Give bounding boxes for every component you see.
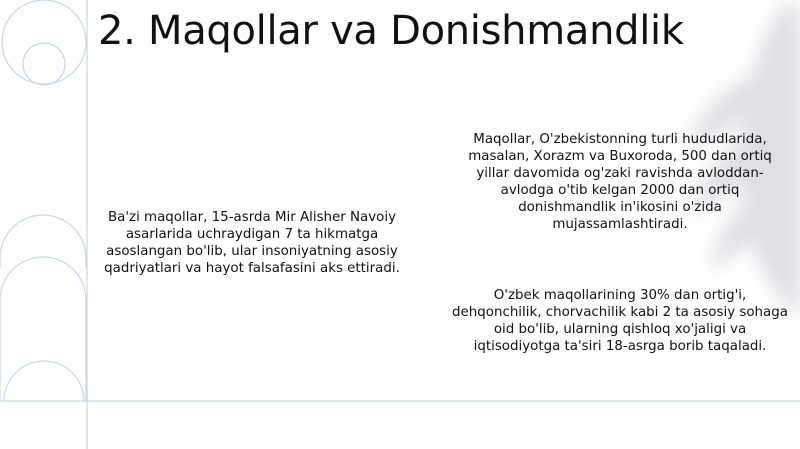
right-top-paragraph: Maqollar, O'zbekistonning turli hududlarida, masalan, Xorazm va Buxoroda, 500 dan ortiq yillar davomida og'zaki ravishda avloddan-avlodga o'tib kelgan 2000 dan ortiq donishmandlik in'ikosini o'zida mujassamlashtiradi. [468, 132, 772, 232]
left-paragraph: Ba'zi maqollar, 15-asrda Mir Alisher Navoiy asarlarida uchraydigan 7 ta hikmatga asoslangan bo'lib, ular insoniyatning asosiy qadriyatlari va hayot falsafasini aks ettiradi. [104, 210, 400, 276]
right-bottom-paragraph: O'zbek maqollarining 30% dan ortig'i, dehqonchilik, chorvachilik kabi 2 ta asosiy sohaga oid bo'lib, ularning qishloq xo'jaligi va iqtisodiyotga ta'siri 18-asrga borib taqaladi. [452, 288, 788, 354]
slide-title: 2. Maqollar va Donishmandlik [98, 8, 684, 54]
